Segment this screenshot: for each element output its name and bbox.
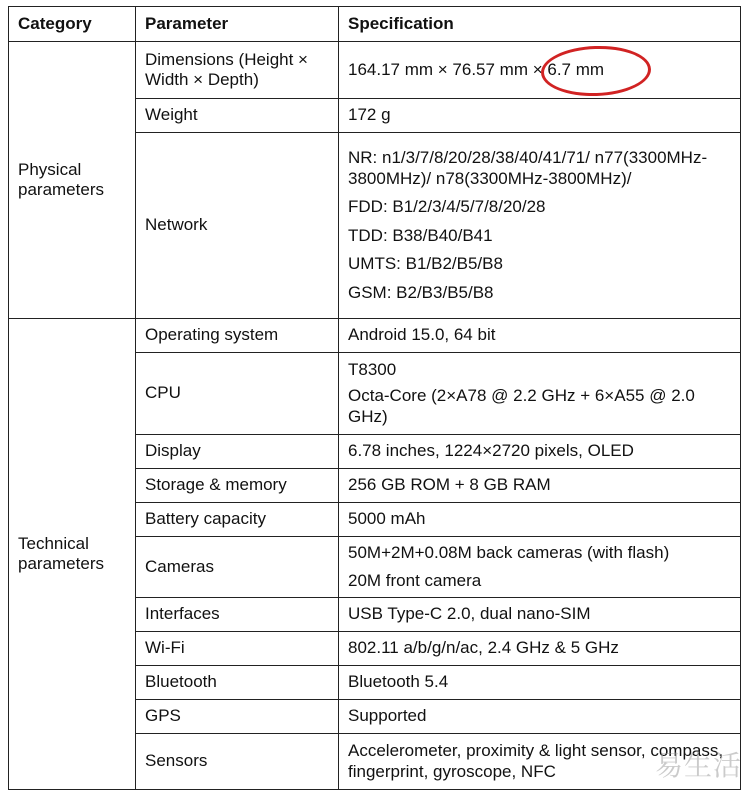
param-cameras: Cameras (136, 537, 339, 598)
spec-weight: 172 g (339, 99, 741, 133)
watermark-logo: 易生活 (654, 749, 742, 782)
param-interfaces: Interfaces (136, 598, 339, 632)
spec-os: Android 15.0, 64 bit (339, 319, 741, 353)
spec-cameras (339, 537, 741, 598)
param-dimensions: Dimensions (Height × Width × Depth) (136, 42, 339, 99)
spec-network (339, 133, 741, 319)
param-os: Operating system (136, 319, 339, 353)
category-technical: Technical parameters (9, 319, 136, 790)
spec-cameras-front: 20M front camera (348, 571, 482, 590)
spec-storage: 256 GB ROM + 8 GB RAM (339, 469, 741, 503)
category-physical: Physical parameters (9, 42, 136, 319)
spec-interfaces: USB Type-C 2.0, dual nano-SIM (339, 598, 741, 632)
spec-cpu-cores: Octa-Core (2×A78 @ 2.2 GHz + 6×A55 @ 2.0 GHz) (348, 386, 695, 426)
param-bluetooth: Bluetooth (136, 666, 339, 700)
spec-sensors: Accelerometer, proximity & light sensor, compass, fingerprint, gyroscope, NFC (339, 734, 741, 790)
header-specification: Specification (339, 7, 741, 42)
spec-cpu-model: T8300 (348, 359, 397, 379)
spec-network-umts: UMTS: B1/B2/B5/B8 (348, 254, 503, 273)
spec-wifi: 802.11 a/b/g/n/ac, 2.4 GHz & 5 GHz (339, 632, 741, 666)
table-row (9, 319, 741, 353)
header-category: Category (9, 7, 136, 42)
spec-cpu (339, 353, 741, 435)
param-wifi: Wi-Fi (136, 632, 339, 666)
spec-display: 6.78 inches, 1224×2720 pixels, OLED (339, 435, 741, 469)
param-cpu: CPU (136, 353, 339, 435)
param-battery: Battery capacity (136, 503, 339, 537)
param-gps: GPS (136, 700, 339, 734)
param-network: Network (136, 133, 339, 319)
spec-bluetooth: Bluetooth 5.4 (339, 666, 741, 700)
spec-battery: 5000 mAh (339, 503, 741, 537)
spec-network-nr: NR: n1/3/7/8/20/28/38/40/41/71/ n77(3300MHz-3800MHz)/ n78(3300MHz-3800MHz)/ (348, 148, 708, 188)
param-sensors: Sensors (136, 734, 339, 790)
param-storage: Storage & memory (136, 469, 339, 503)
spec-table (8, 6, 741, 790)
spec-network-fdd: FDD: B1/2/3/4/5/7/8/20/28 (348, 197, 546, 216)
table-row (9, 42, 741, 99)
header-parameter: Parameter (136, 7, 339, 42)
header-row (9, 7, 741, 42)
spec-cameras-back: 50M+2M+0.08M back cameras (with flash) (348, 542, 670, 562)
spec-gps: Supported (339, 700, 741, 734)
spec-dimensions: 164.17 mm × 76.57 mm × 6.7 mm (339, 42, 741, 99)
spec-network-gsm: GSM: B2/B3/B5/B8 (348, 282, 494, 302)
spec-network-tdd: TDD: B38/B40/B41 (348, 225, 493, 245)
param-weight: Weight (136, 99, 339, 133)
param-display: Display (136, 435, 339, 469)
